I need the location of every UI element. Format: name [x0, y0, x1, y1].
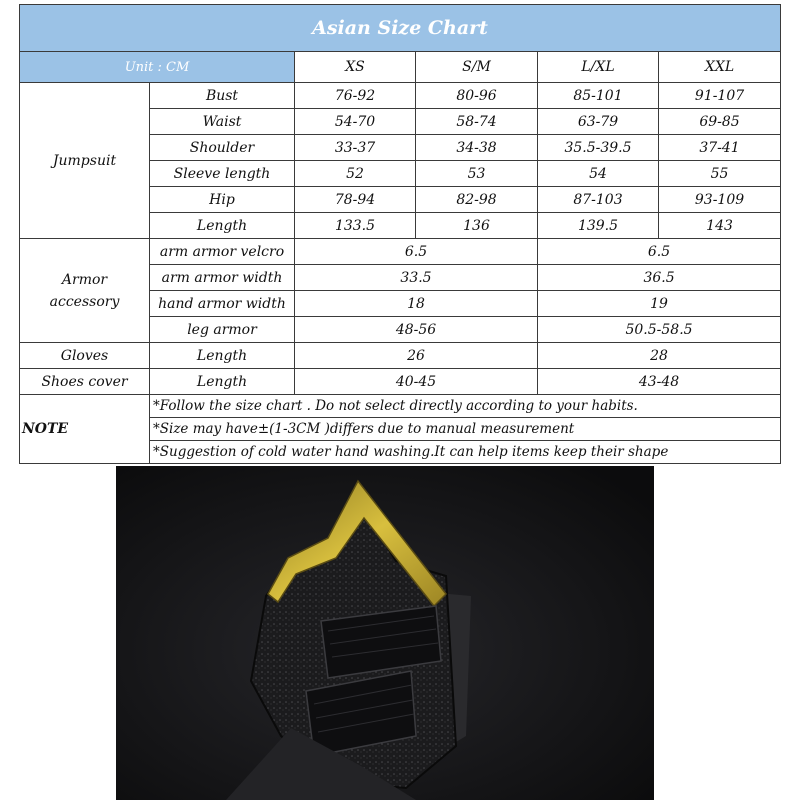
cell: 80-96: [416, 83, 538, 109]
note-line: *Suggestion of cold water hand washing.It can help items keep their shape: [150, 441, 781, 464]
size-header-xs: XS: [295, 52, 416, 83]
cell: 85-101: [538, 83, 659, 109]
row-label: hand armor width: [150, 291, 295, 317]
table-row: [20, 369, 781, 395]
cell: 82-98: [416, 187, 538, 213]
group-shoes-cover: Shoes cover: [20, 369, 150, 395]
cell: 54-70: [295, 109, 416, 135]
note-row: [20, 395, 781, 418]
row-label: arm armor velcro: [150, 239, 295, 265]
cell: 35.5-39.5: [538, 135, 659, 161]
cell: 93-109: [659, 187, 781, 213]
cell: 48-56: [295, 317, 538, 343]
cell: 36.5: [538, 265, 781, 291]
row-label: Length: [150, 343, 295, 369]
cell: 54: [538, 161, 659, 187]
row-label: leg armor: [150, 317, 295, 343]
row-label: Bust: [150, 83, 295, 109]
cell: 87-103: [538, 187, 659, 213]
size-header-lxl: L/XL: [538, 52, 659, 83]
cell: 136: [416, 213, 538, 239]
size-chart-table: [19, 4, 781, 464]
cell: 6.5: [295, 239, 538, 265]
cell: 78-94: [295, 187, 416, 213]
size-header-sm: S/M: [416, 52, 538, 83]
chart-title: Asian Size Chart: [20, 5, 781, 52]
cell: 28: [538, 343, 781, 369]
unit-label: Unit : CM: [20, 52, 295, 83]
row-label: Sleeve length: [150, 161, 295, 187]
group-jumpsuit: Jumpsuit: [20, 83, 150, 239]
note-label: NOTE: [20, 395, 150, 464]
size-header-xxl: XXL: [659, 52, 781, 83]
cell: 63-79: [538, 109, 659, 135]
cell: 53: [416, 161, 538, 187]
cell: 52: [295, 161, 416, 187]
row-label: Length: [150, 213, 295, 239]
cell: 139.5: [538, 213, 659, 239]
cell: 33.5: [295, 265, 538, 291]
cell: 50.5-58.5: [538, 317, 781, 343]
group-armor-line2: accessory: [49, 293, 120, 310]
cell: 55: [659, 161, 781, 187]
cell: 43-48: [538, 369, 781, 395]
cell: 133.5: [295, 213, 416, 239]
note-line: *Follow the size chart . Do not select directly according to your habits.: [150, 395, 781, 418]
row-label: Length: [150, 369, 295, 395]
table-row: [20, 343, 781, 369]
size-chart: [19, 4, 780, 458]
group-gloves: Gloves: [20, 343, 150, 369]
cell: 26: [295, 343, 538, 369]
row-label: Shoulder: [150, 135, 295, 161]
cell: 19: [538, 291, 781, 317]
row-label: Waist: [150, 109, 295, 135]
cell: 76-92: [295, 83, 416, 109]
cell: 91-107: [659, 83, 781, 109]
cell: 34-38: [416, 135, 538, 161]
group-armor-accessory: [20, 239, 150, 343]
note-line: *Size may have±(1-3CM )differs due to manual measurement: [150, 418, 781, 441]
cell: 6.5: [538, 239, 781, 265]
cell: 18: [295, 291, 538, 317]
cell: 58-74: [416, 109, 538, 135]
cell: 40-45: [295, 369, 538, 395]
arm-armor-image: [116, 466, 654, 800]
cell: 37-41: [659, 135, 781, 161]
row-label: arm armor width: [150, 265, 295, 291]
cell: 143: [659, 213, 781, 239]
table-row: [20, 239, 781, 265]
cell: 33-37: [295, 135, 416, 161]
table-row: [20, 83, 781, 109]
row-label: Hip: [150, 187, 295, 213]
cell: 69-85: [659, 109, 781, 135]
product-photo: [116, 466, 654, 800]
group-armor-line1: Armor: [61, 271, 108, 288]
